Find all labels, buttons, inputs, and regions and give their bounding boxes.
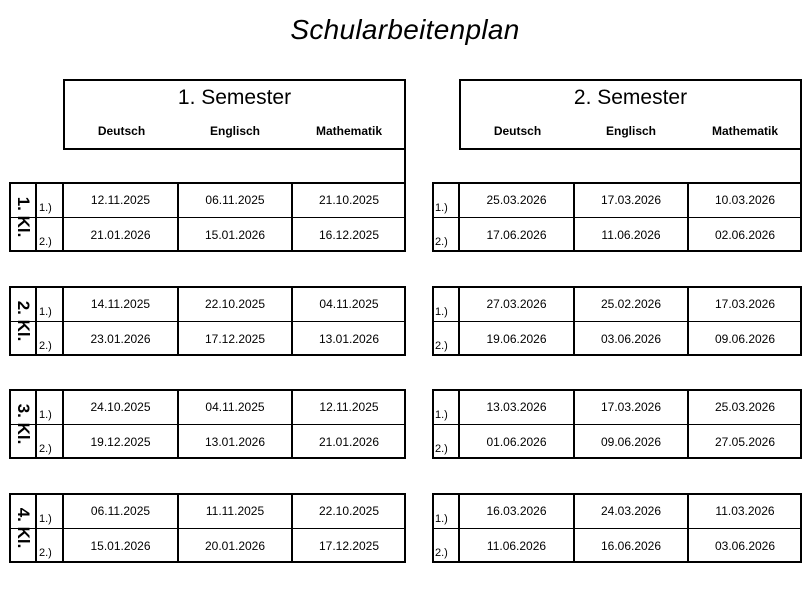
exam-date-cell: 12.11.2025: [90, 193, 151, 207]
exam-date-cell: 09.06.2026: [714, 332, 776, 346]
semester-1-title: 1. Semester: [177, 86, 292, 109]
row-divider: [9, 217, 406, 218]
exam-date-cell: 06.11.2025: [205, 193, 265, 207]
exam-date-cell: 15.01.2026: [204, 228, 266, 242]
class-1-label: 1. Kl.: [14, 196, 33, 238]
row-divider: [432, 528, 802, 529]
column-divider: [35, 389, 37, 459]
exam-date-cell: 11.06.2026: [601, 228, 661, 242]
exam-number-label: 2.): [39, 340, 52, 352]
column-divider: [35, 286, 37, 356]
exam-date-cell: 04.11.2025: [319, 297, 379, 311]
exam-date-cell: 21.01.2026: [90, 228, 151, 242]
exam-date-cell: 01.06.2026: [486, 435, 547, 449]
exam-date-cell: 17.03.2026: [714, 297, 776, 311]
exam-number-label: 1.): [435, 306, 448, 318]
exam-number-label: 2.): [435, 443, 448, 455]
exam-date-cell: 13.03.2026: [486, 400, 547, 414]
exam-date-cell: 16.12.2025: [318, 228, 380, 242]
exam-date-cell: 22.10.2025: [204, 297, 266, 311]
exam-date-cell: 17.06.2026: [486, 228, 547, 242]
exam-date-cell: 15.01.2026: [90, 539, 151, 553]
exam-date-cell: 14.11.2025: [90, 297, 151, 311]
row-divider: [432, 424, 802, 425]
exam-date-cell: 27.05.2026: [714, 435, 776, 449]
exam-date-cell: 20.01.2026: [204, 539, 266, 553]
exam-date-cell: 17.12.2025: [318, 539, 380, 553]
row-divider: [432, 321, 802, 322]
semester-2-subject-mathematik: Mathematik: [711, 124, 779, 138]
exam-number-label: 1.): [39, 202, 52, 214]
exam-date-cell: 11.11.2025: [205, 504, 265, 518]
exam-number-label: 2.): [435, 340, 448, 352]
semester-2-subject-deutsch: Deutsch: [493, 124, 542, 138]
exam-date-cell: 17.03.2026: [600, 193, 662, 207]
row-divider: [9, 528, 406, 529]
exam-date-cell: 09.06.2026: [600, 435, 662, 449]
exam-date-cell: 16.03.2026: [486, 504, 547, 518]
exam-date-cell: 17.12.2025: [204, 332, 266, 346]
exam-number-label: 2.): [39, 443, 52, 455]
row-divider: [9, 424, 406, 425]
exam-date-cell: 27.03.2026: [486, 297, 547, 311]
exam-date-cell: 12.11.2025: [319, 400, 379, 414]
semester-1-subject-englisch: Englisch: [209, 124, 260, 138]
exam-date-cell: 06.11.2025: [90, 504, 151, 518]
semester-1-subject-mathematik: Mathematik: [315, 124, 383, 138]
exam-number-label: 1.): [39, 513, 52, 525]
class-4-label: 4. Kl.: [14, 507, 33, 549]
exam-number-label: 2.): [39, 236, 52, 248]
row-divider: [432, 217, 802, 218]
exam-number-label: 2.): [39, 547, 52, 559]
exam-number-label: 1.): [39, 409, 52, 421]
page-title: Schularbeitenplan: [290, 14, 520, 45]
exam-date-cell: 24.03.2026: [600, 504, 662, 518]
exam-date-cell: 13.01.2026: [318, 332, 380, 346]
exam-date-cell: 10.03.2026: [714, 193, 776, 207]
exam-date-cell: 25.03.2026: [486, 193, 547, 207]
exam-date-cell: 11.06.2026: [486, 539, 547, 553]
exam-date-cell: 03.06.2026: [714, 539, 776, 553]
exam-date-cell: 21.01.2026: [318, 435, 380, 449]
exam-number-label: 1.): [435, 202, 448, 214]
exam-date-cell: 25.02.2026: [600, 297, 662, 311]
exam-date-cell: 04.11.2025: [205, 400, 265, 414]
exam-date-cell: 23.01.2026: [90, 332, 151, 346]
exam-date-cell: 16.06.2026: [600, 539, 662, 553]
exam-date-cell: 24.10.2025: [90, 400, 151, 414]
exam-date-cell: 22.10.2025: [318, 504, 380, 518]
exam-number-label: 1.): [39, 306, 52, 318]
column-divider: [35, 493, 37, 563]
semester-2-spacer-border: [800, 148, 802, 184]
exam-number-label: 1.): [435, 409, 448, 421]
exam-number-label: 1.): [435, 513, 448, 525]
exam-number-label: 2.): [435, 547, 448, 559]
row-divider: [9, 321, 406, 322]
semester-2-title: 2. Semester: [573, 86, 688, 109]
class-3-label: 3. Kl.: [14, 403, 33, 445]
exam-date-cell: 21.10.2025: [318, 193, 380, 207]
exam-date-cell: 03.06.2026: [600, 332, 662, 346]
exam-date-cell: 02.06.2026: [714, 228, 776, 242]
exam-date-cell: 19.12.2025: [90, 435, 151, 449]
semester-1-spacer-border: [404, 148, 406, 184]
class-2-label: 2. Kl.: [14, 300, 33, 342]
exam-date-cell: 11.03.2026: [715, 504, 775, 518]
exam-number-label: 2.): [435, 236, 448, 248]
exam-date-cell: 25.03.2026: [714, 400, 776, 414]
semester-1-subject-deutsch: Deutsch: [97, 124, 146, 138]
column-divider: [35, 182, 37, 252]
exam-date-cell: 19.06.2026: [486, 332, 547, 346]
exam-date-cell: 13.01.2026: [204, 435, 266, 449]
exam-date-cell: 17.03.2026: [600, 400, 662, 414]
semester-2-subject-englisch: Englisch: [605, 124, 656, 138]
